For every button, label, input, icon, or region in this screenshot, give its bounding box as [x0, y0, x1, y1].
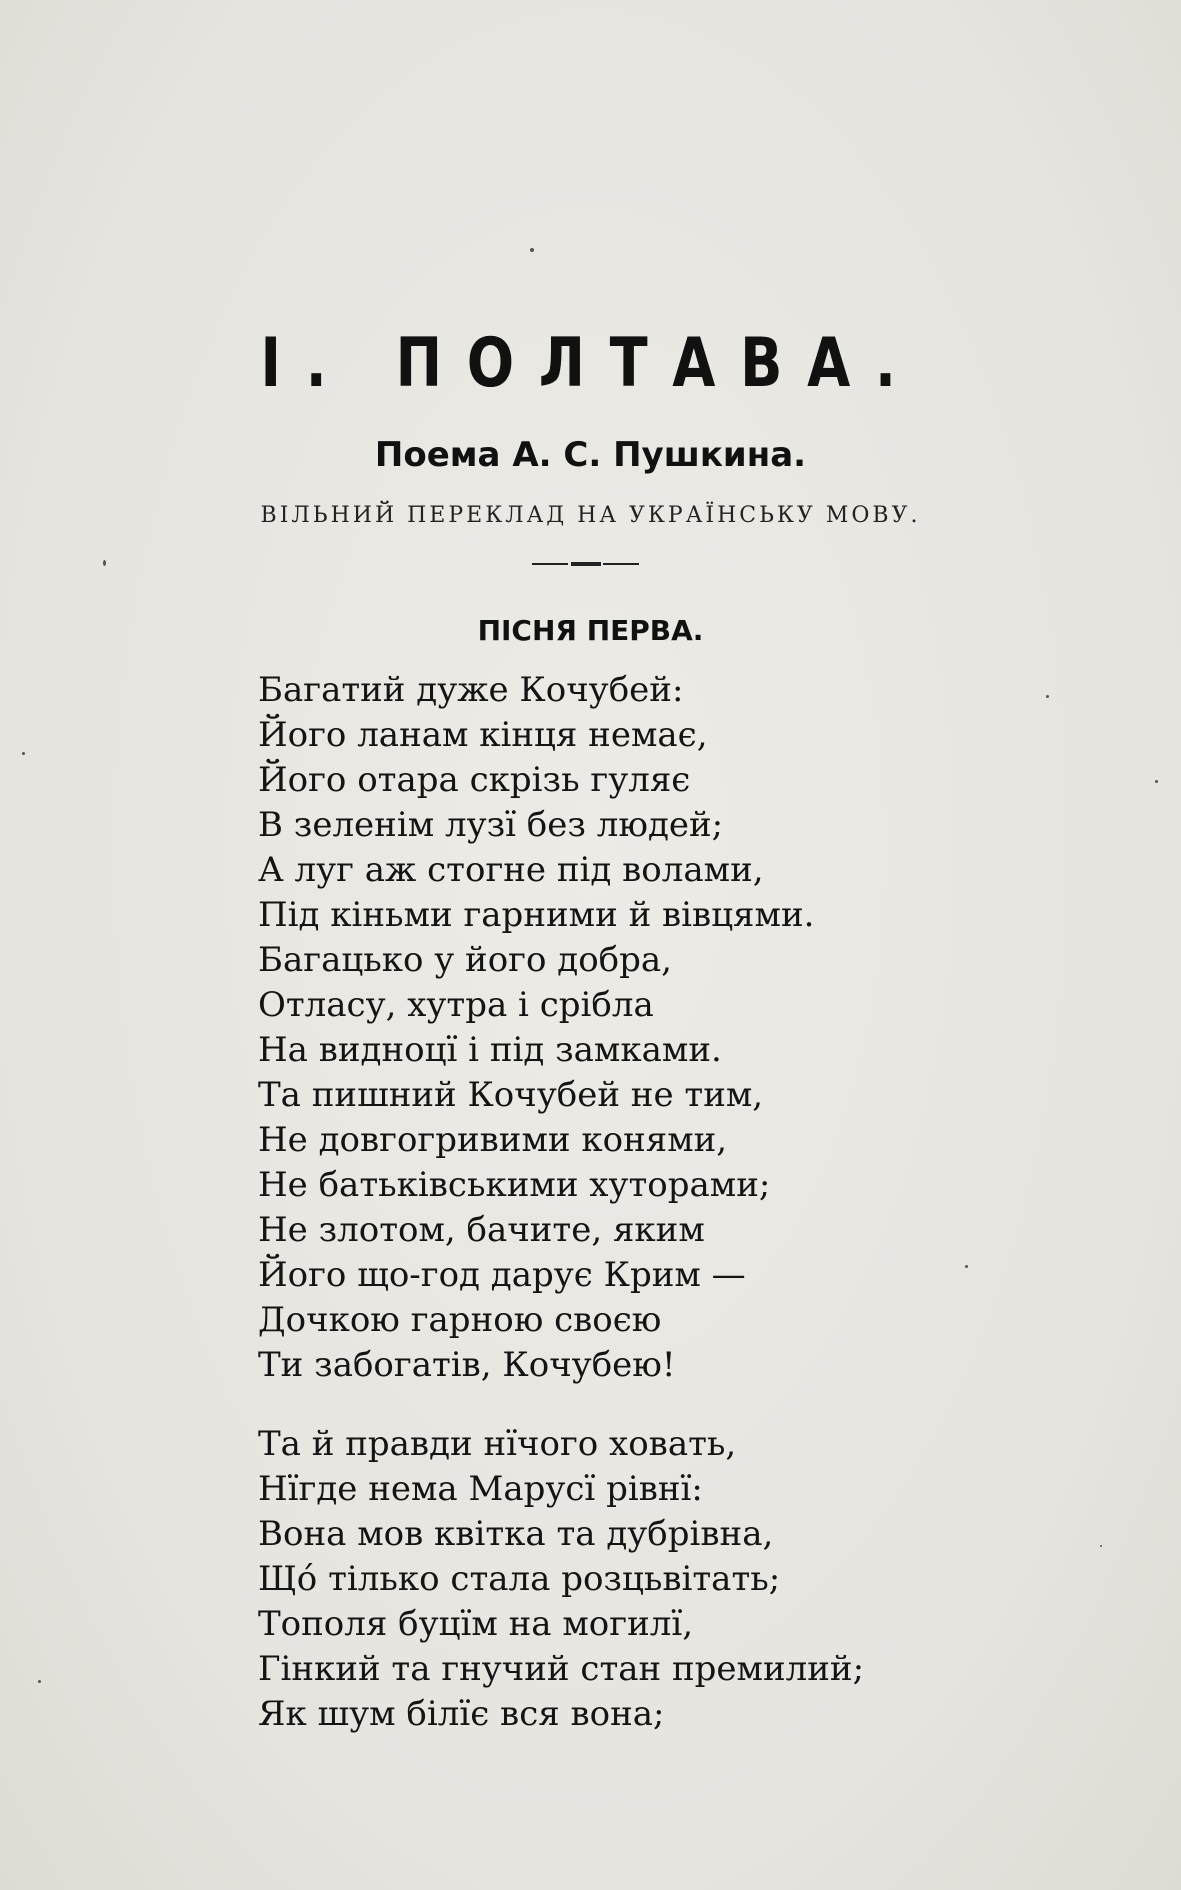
verse-line: Отласу, хутра і срібла [258, 985, 654, 1025]
divider-segment [603, 563, 639, 565]
verse-line: Гінкий та гнучий стан премилий; [258, 1649, 865, 1689]
verse-line: На видноцї і під замками. [258, 1030, 722, 1070]
verse-line: Під кіньми гарними й вівцями. [258, 895, 815, 935]
song-heading: ПІСНЯ ПЕРВА. [477, 614, 704, 647]
print-speck [103, 560, 106, 566]
verse-line: Багацько у його добра, [258, 940, 672, 980]
verse-line: Його ланам кінця немає, [258, 715, 708, 755]
verse-line: Його що-год дарує Крим — [258, 1255, 746, 1295]
verse-line: В зеленім лузї без людей; [258, 805, 724, 845]
print-speck [1100, 1545, 1102, 1547]
print-speck [530, 248, 534, 252]
translation-note: ВІЛЬНИЙ ПЕРЕКЛАД НА УКРАЇНСЬКУ МОВУ. [260, 503, 921, 528]
verse-line: Багатий дуже Кочубей: [258, 670, 684, 710]
verse-line: Щó тілько стала розцьвітать; [258, 1559, 781, 1599]
divider-segment [571, 562, 601, 566]
section-divider [532, 563, 639, 566]
print-speck [38, 1680, 41, 1683]
print-speck [1155, 780, 1158, 783]
verse-line: Та пишний Кочубей не тим, [258, 1075, 764, 1115]
stanza-2 [258, 1422, 864, 1737]
verse-line: Тополя буцїм на могилї, [258, 1604, 694, 1644]
print-speck [1046, 695, 1049, 698]
verse-line: Вона мов квітка та дубрівна, [258, 1514, 774, 1554]
verse-line: Не довгогривими конями, [258, 1120, 728, 1160]
print-speck [965, 1265, 968, 1268]
divider-segment [532, 563, 568, 565]
verse-line: Не батьківськими хуторами; [258, 1165, 771, 1205]
verse-line: А луг аж стогне під волами, [258, 850, 764, 890]
verse-line: Ти забогатів, Кочубею! [258, 1345, 676, 1385]
verse-line: Та й правди нїчого ховать, [258, 1424, 737, 1464]
poem-title: І. ПОЛТАВА. [260, 324, 921, 403]
stanza-1 [258, 668, 814, 1388]
verse-line: Як шум білїє вся вона; [258, 1694, 665, 1734]
print-speck [22, 752, 25, 755]
verse-line: Не злотом, бачите, яким [258, 1210, 705, 1250]
verse-line: Його отара скрізь гуляє [258, 760, 691, 800]
verse-line: Дочкою гарною своєю [258, 1300, 662, 1340]
verse-line: Нїгде нема Марусї рівнї: [258, 1469, 703, 1509]
poem-subtitle: Поема А. С. Пушкина. [374, 435, 807, 475]
